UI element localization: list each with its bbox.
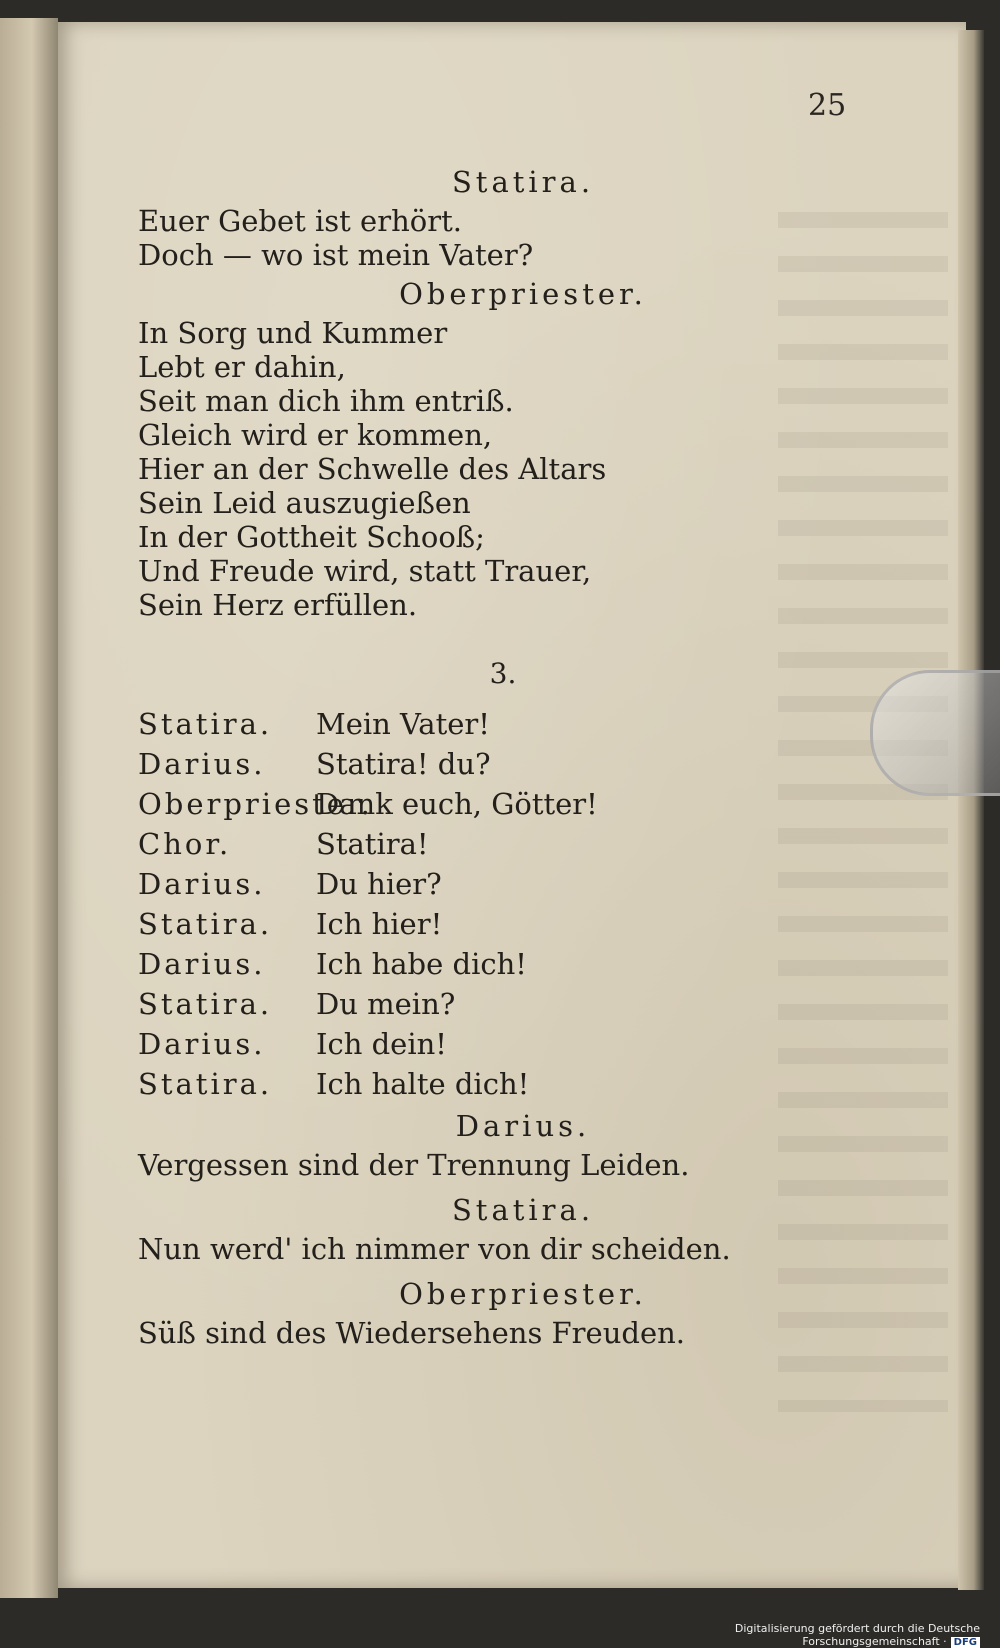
page-clip	[870, 670, 1000, 796]
dialogue-row	[138, 824, 838, 864]
dialogue-speaker: Chor.	[138, 827, 232, 861]
dialogue-speaker: Oberpriester.	[138, 787, 373, 821]
scene-number: 3.	[489, 657, 517, 690]
dialogue-row	[138, 744, 838, 784]
dialogue-speaker: Statira.	[138, 1067, 273, 1101]
dialogue-row	[138, 704, 838, 744]
verse-line: Lebt er dahin,	[138, 350, 346, 384]
dialogue-row	[138, 784, 838, 824]
verse-line: Nun werd' ich nimmer von dir scheiden.	[138, 1232, 731, 1266]
verse-line: Gleich wird er kommen,	[138, 418, 493, 452]
dialogue-speaker: Darius.	[138, 867, 266, 901]
footer-text: Digitalisierung gefördert durch die Deutsche Forschungsgemeinschaft ·	[734, 1622, 980, 1648]
verse-line: In der Gottheit Schooß;	[138, 520, 485, 554]
dialogue-text: Du mein?	[316, 987, 456, 1021]
dialogue-speaker: Darius.	[138, 1027, 266, 1061]
verse-line: Und Freude wird, statt Trauer,	[138, 554, 592, 588]
dialogue-speaker: Statira.	[138, 987, 273, 1021]
dialogue-speaker: Statira.	[138, 707, 273, 741]
verse-line: Sein Herz erfüllen.	[138, 588, 418, 622]
dialogue-speaker: Statira.	[138, 907, 273, 941]
dialogue-row	[138, 1064, 838, 1104]
dialogue-text: Ich halte dich!	[316, 1067, 530, 1101]
dialogue-text: Statira! du?	[316, 747, 491, 781]
speaker-heading: Oberpriester.	[399, 1277, 647, 1311]
speaker-heading: Darius.	[455, 1109, 591, 1143]
dfg-logo: DFG	[951, 1637, 980, 1648]
page-number: 25	[808, 88, 847, 123]
verse-line: Süß sind des Wiedersehens Freuden.	[138, 1316, 686, 1350]
verse-line: Doch — wo ist mein Vater?	[138, 238, 534, 272]
left-page-edge	[0, 18, 58, 1598]
dialogue-row	[138, 904, 838, 944]
verse-line: Vergessen sind der Trennung Leiden.	[138, 1148, 690, 1182]
verse-line: Hier an der Schwelle des Altars	[138, 452, 607, 486]
dialogue-row	[138, 1024, 838, 1064]
verse-line: Euer Gebet ist erhört.	[138, 204, 462, 238]
dialogue-text: Ich habe dich!	[316, 947, 527, 981]
verse-line: Sein Leid auszugießen	[138, 486, 471, 520]
dialogue-row	[138, 984, 838, 1024]
dialogue-text: Ich hier!	[316, 907, 443, 941]
digitization-footer	[600, 1622, 980, 1648]
right-page-edge	[958, 30, 984, 1590]
dialogue-text: Dank euch, Götter!	[316, 787, 598, 821]
speaker-heading: Statira.	[451, 1193, 595, 1227]
verse-line: In Sorg und Kummer	[138, 316, 448, 350]
speaker-heading: Statira.	[451, 165, 595, 199]
dialogue-text: Statira!	[316, 827, 429, 861]
dialogue-row	[138, 944, 838, 984]
dialogue-speaker: Darius.	[138, 747, 266, 781]
dialogue-speaker: Darius.	[138, 947, 266, 981]
verse-line: Seit man dich ihm entriß.	[138, 384, 514, 418]
dialogue-text: Du hier?	[316, 867, 442, 901]
dialogue-text: Mein Vater!	[316, 707, 490, 741]
dialogue-text: Ich dein!	[316, 1027, 447, 1061]
text-block	[138, 160, 838, 1350]
dialogue-row	[138, 864, 838, 904]
speaker-heading: Oberpriester.	[399, 277, 647, 311]
